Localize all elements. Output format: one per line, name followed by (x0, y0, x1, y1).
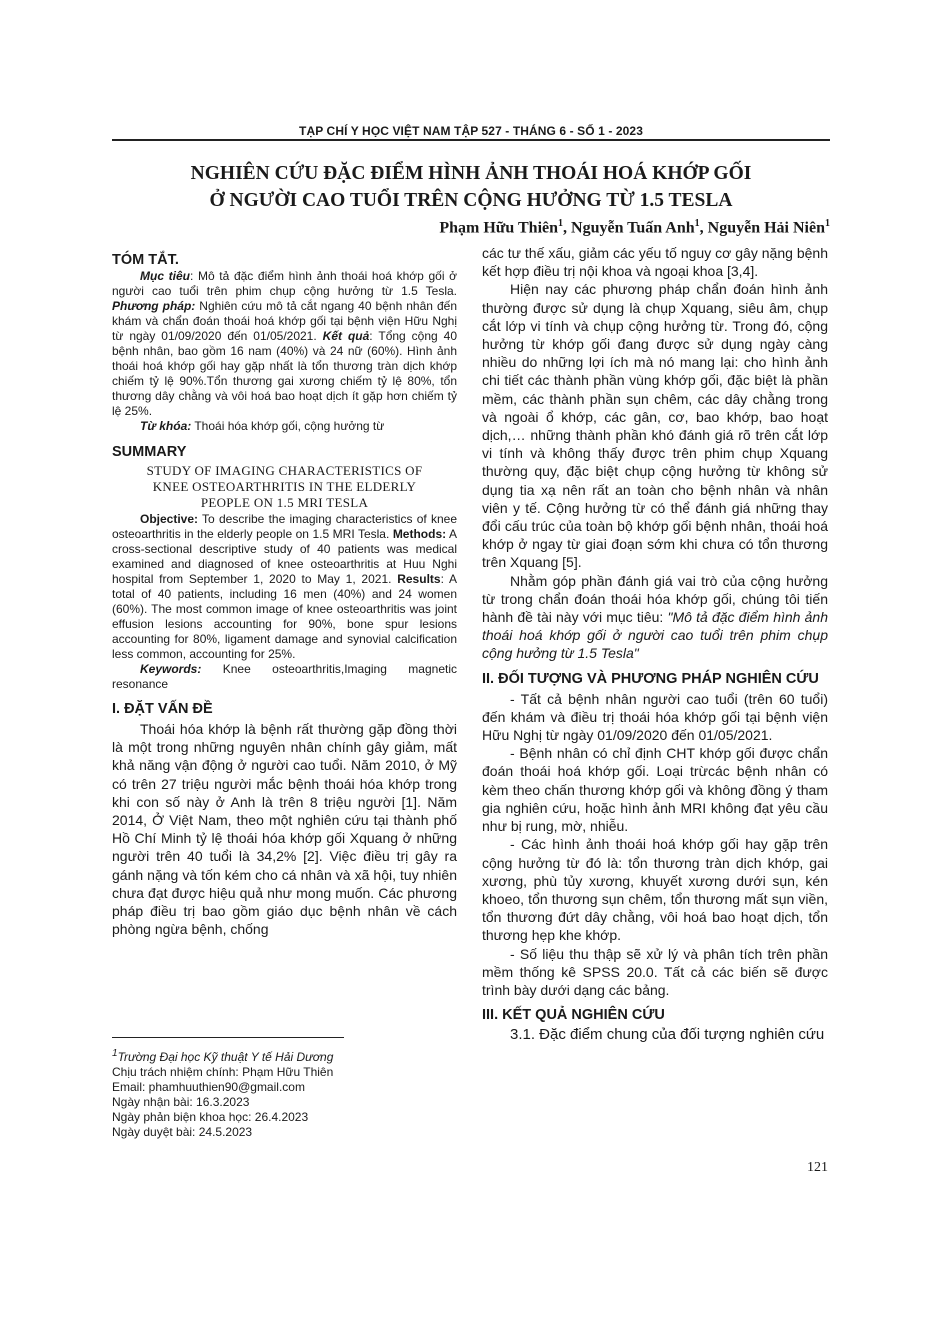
results-text-vi: : Tổng cộng 40 bệnh nhân, bao gồm 16 nam (40%) và 24 nữ (60%). Hình ảnh thoái hoá khớp gối hay gặp nhất là tổn thương tràn dịch khớp chiếm tỷ lệ 90%.Tổn thương gai xương chiếm tỷ lệ 80%, tổn thương dây chằng và vôi hoá bao hoạt dịch ít gặp hơn chiếm tỷ lệ 25%. (112, 329, 458, 418)
section-2-bullet-2: - Bệnh nhân có chỉ định CHT khớp gối được chẩn đoán thoái hoá khớp gối. Loại trừcác bệnh nhân có kèm theo chấn thương khớp gối và không đồng ý tham gia nghiên cứu, hoặc hình ảnh MRI không đạt yêu cầu như bị rung, mờ, nhiễu. (482, 745, 828, 835)
english-title-line-1: STUDY OF IMAGING CHARACTERISTICS OF (146, 463, 423, 478)
keywords-text-vi: Thoái hóa khớp gối, cộng hưởng từ (191, 419, 385, 433)
author-2: Nguyễn Tuấn Anh (571, 219, 695, 237)
english-title-line-3: PEOPLE ON 1.5 MRI TESLA (200, 495, 369, 510)
objective-text-vi: : Mô tả đặc điểm hình ảnh thoái hoá khớp gối ở người cao tuổi trên phim chụp cộng hưởng từ 1.5 Tesla. (112, 269, 457, 298)
objective-label-en: Objective: (140, 512, 199, 526)
author-3-affil: 1 (825, 218, 830, 229)
section-1-paragraph-2: Hiện nay các phương pháp chẩn đoán hình ảnh thường được sử dụng là chụp Xquang, siêu âm, chụp cắt lớp vi tính và chụp cộng hưởng từ. Trong đó, cộng hưởng từ khớp gối đang được sử dụng ngày càng nhiều do những lợi ích mà nó mang lại: cho hình ảnh chi tiết các thành phần vùng khớp gối, đặc biệt là phần mềm, các thành phần sụn chêm, các dây chằng trong và ngoài ổ khớp, các gân, cơ, bao khớp, bao hoạt dịch,… những thành phần khó đánh giá rõ trên cắt lớp vi tính và không thấy được trên phim chụp Xquang thường quy, đặc biệt chụp cộng hưởng từ không sử dụng tia xạ nên rất an toàn cho bệnh nhân và nhân viên y tế. Cộng hưởng từ có thể đánh giá những thay đổi cấu trúc của toàn bộ khớp gối bệnh nhân, thoái hoá khớp ở ngay từ giai đoạn sớm khi chưa có tổn thương trên Xquang [5]. (482, 281, 828, 571)
article-title (112, 160, 830, 214)
aim-intro: Nhằm góp phần đánh giá vai trò của cộng hưởng từ trong chẩn đoán thoái hóa khớp gối, chúng tôi tiến hành đề tài này với mục tiêu: (482, 572, 828, 626)
section-1-paragraph-1: Thoái hóa khớp là bệnh rất thường gặp đồng thời là một trong những nguyên nhân chính gây giảm, mất khả năng vận động ở người cao tuổi. Năm 2010, ở Mỹ có trên 27 triệu người mắc bệnh thoái hóa khớp trong khi con số này ở Anh là trên 8 triệu người [1]. Năm 2014, Ở Việt Nam, theo một nghiên cứu tại thành phố Hồ Chí Minh tỷ lệ thoái hóa khớp gối Xquang ở những người trên 40 tuổi là 34,2% [2]. Việc điều trị gây ra gánh nặng và tốn kém cho cá nhân và xã hội, tuy nhiên chưa đạt được hiệu quả như mong muốn. Các phương pháp điều trị bao gồm giáo dục bệnh nhân về cách phòng ngừa bệnh, chống (112, 721, 457, 938)
affiliation-note (112, 1046, 457, 1065)
methods-text-en: A cross-sectional descriptive study of 40 patients was medical examined and diagnosed of knee osteoarthritis at Huu Nghi hospital from September 1, 2020 to May 1, 2021. (112, 527, 457, 586)
right-column (482, 244, 828, 1044)
section-2-bullet-4: - Số liệu thu thập sẽ xử lý và phân tích trên phần mềm thống kê SPSS 20.0. Tất cả các biến sẽ được trình bày dưới dạng các bảng. (482, 945, 828, 998)
author-separator: , (699, 219, 708, 237)
author-separator: , (563, 219, 572, 237)
author-3: Nguyễn Hải Niên (707, 219, 825, 237)
section-3-heading: III. KẾT QUẢ NGHIÊN CỨU (482, 1007, 665, 1024)
author-list (439, 218, 830, 237)
keywords-text-en: Knee osteoarthritis,Imaging magnetic resonance (112, 662, 457, 691)
abstract-vi (112, 269, 457, 419)
methods-label-vi: Phương pháp: (112, 299, 196, 313)
results-text-en: : A total of 40 patients, including 16 men (40%) and 24 women (60%). The most common image of knee osteoarthritis was joint effusion lesions accounting for 90%, bone spur lesions accounting for 80%, ligament damage and synovial calcification less common, accounting for 25%. (112, 572, 458, 661)
corresponding-author: Chịu trách nhiệm chính: Phạm Hữu Thiên (112, 1065, 334, 1079)
section-1-heading: I. ĐẶT VẤN ĐỀ (112, 701, 213, 717)
section-3-1-subheading: 3.1. Đặc điểm chung của đối tượng nghiên cứu (510, 1026, 825, 1044)
date-reviewed: Ngày phản biện khoa học: 26.4.2023 (112, 1110, 309, 1124)
journal-header: TẠP CHÍ Y HỌC VIỆT NAM TẬP 527 - THÁNG 6 - SỐ 1 - 2023 (299, 124, 643, 138)
aim-statement: "Mô tả đặc điểm hình ảnh thoái hoá khớp gối ở người cao tuổi trên phim chụp cộng hưởng từ 1.5 Tesla" (482, 609, 828, 662)
keywords-label-vi: Từ khóa: (140, 419, 192, 433)
methods-label-en: Methods: (392, 527, 447, 541)
section-1-paragraph-3 (482, 572, 828, 663)
methods-text-vi: Nghiên cứu mô tả cắt ngang 40 bệnh nhân đến khám và chẩn đoán thoái hoá khớp gối tại bệnh viện Hữu Nghị từ ngày 01/09/2020 đến 01/05/2021. (112, 299, 457, 343)
section-2-heading: II. ĐỐI TƯỢNG VÀ PHƯƠNG PHÁP NGHIÊN CỨU (482, 670, 819, 687)
footnote-rule (112, 1037, 344, 1038)
title-line-2: Ở NGƯỜI CAO TUỔI TRÊN CỘNG HƯỞNG TỪ 1.5 TESLA (209, 190, 733, 211)
footnotes (112, 1046, 457, 1140)
english-title (112, 463, 457, 511)
page-number: 121 (807, 1160, 828, 1175)
date-accepted: Ngày duyệt bài: 24.5.2023 (112, 1125, 253, 1139)
abstract-vi-heading: TÓM TẮT. (112, 252, 179, 268)
left-column (112, 252, 457, 938)
author-2-affil: 1 (694, 218, 700, 229)
title-line-1: NGHIÊN CỨU ĐẶC ĐIỂM HÌNH ẢNH THOÁI HOÁ KHỚP GỐI (190, 163, 752, 184)
author-email: Email: phamhuuthien90@gmail.com (112, 1080, 305, 1094)
affiliation-text: Trường Đại học Kỹ thuật Y tế Hải Dương (117, 1050, 334, 1064)
abstract-en (112, 512, 457, 662)
keywords-en (112, 662, 457, 692)
objective-text-en: To describe the imaging characteristics of knee osteoarthritis in the elderly people on 1.5 MRI Tesla. (112, 512, 457, 541)
english-title-line-2: KNEE OSTEOARTHRITIS IN THE ELDERLY (152, 479, 417, 494)
keywords-label-en: Keywords: (140, 662, 202, 676)
results-label-vi: Kết quả (322, 329, 370, 343)
section-1-paragraph-1-continued: các tư thế xấu, giảm các yếu tố nguy cơ gây nặng bệnh kết hợp điều trị nội khoa và ngoại khoa [3,4]. (482, 245, 828, 280)
affiliation-sup: 1 (112, 1048, 118, 1059)
date-received: Ngày nhận bài: 16.3.2023 (112, 1095, 250, 1109)
objective-label-vi: Mục tiêu (140, 269, 190, 283)
author-1-affil: 1 (558, 218, 564, 229)
header-rule (112, 139, 830, 141)
summary-heading: SUMMARY (112, 444, 187, 460)
section-2-bullet-1: - Tất cả bệnh nhân người cao tuổi (trên 60 tuổi) đến khám và điều trị thoái hóa khớp gối tại bệnh viện Hữu Nghị từ ngày 01/09/2020 đến 01/05/2021. (482, 690, 828, 744)
section-2-bullet-3: - Các hình ảnh thoái hoá khớp gối hay gặp trên cộng hưởng từ đó là: tổn thương tràn dịch khớp, gai xương, phù tủy xương, khuyết xương dưới sụn, kén khoeo, tổn thương sụn chêm, tổn thương mất sụn viền, tổn thương đứt dây chằng, vôi hoá bao hoạt dịch, tổn thương hẹp khe khớp. (482, 836, 828, 944)
author-1: Phạm Hữu Thiên (439, 219, 559, 237)
results-label-en: Results (397, 572, 441, 586)
keywords-vi (112, 419, 457, 434)
